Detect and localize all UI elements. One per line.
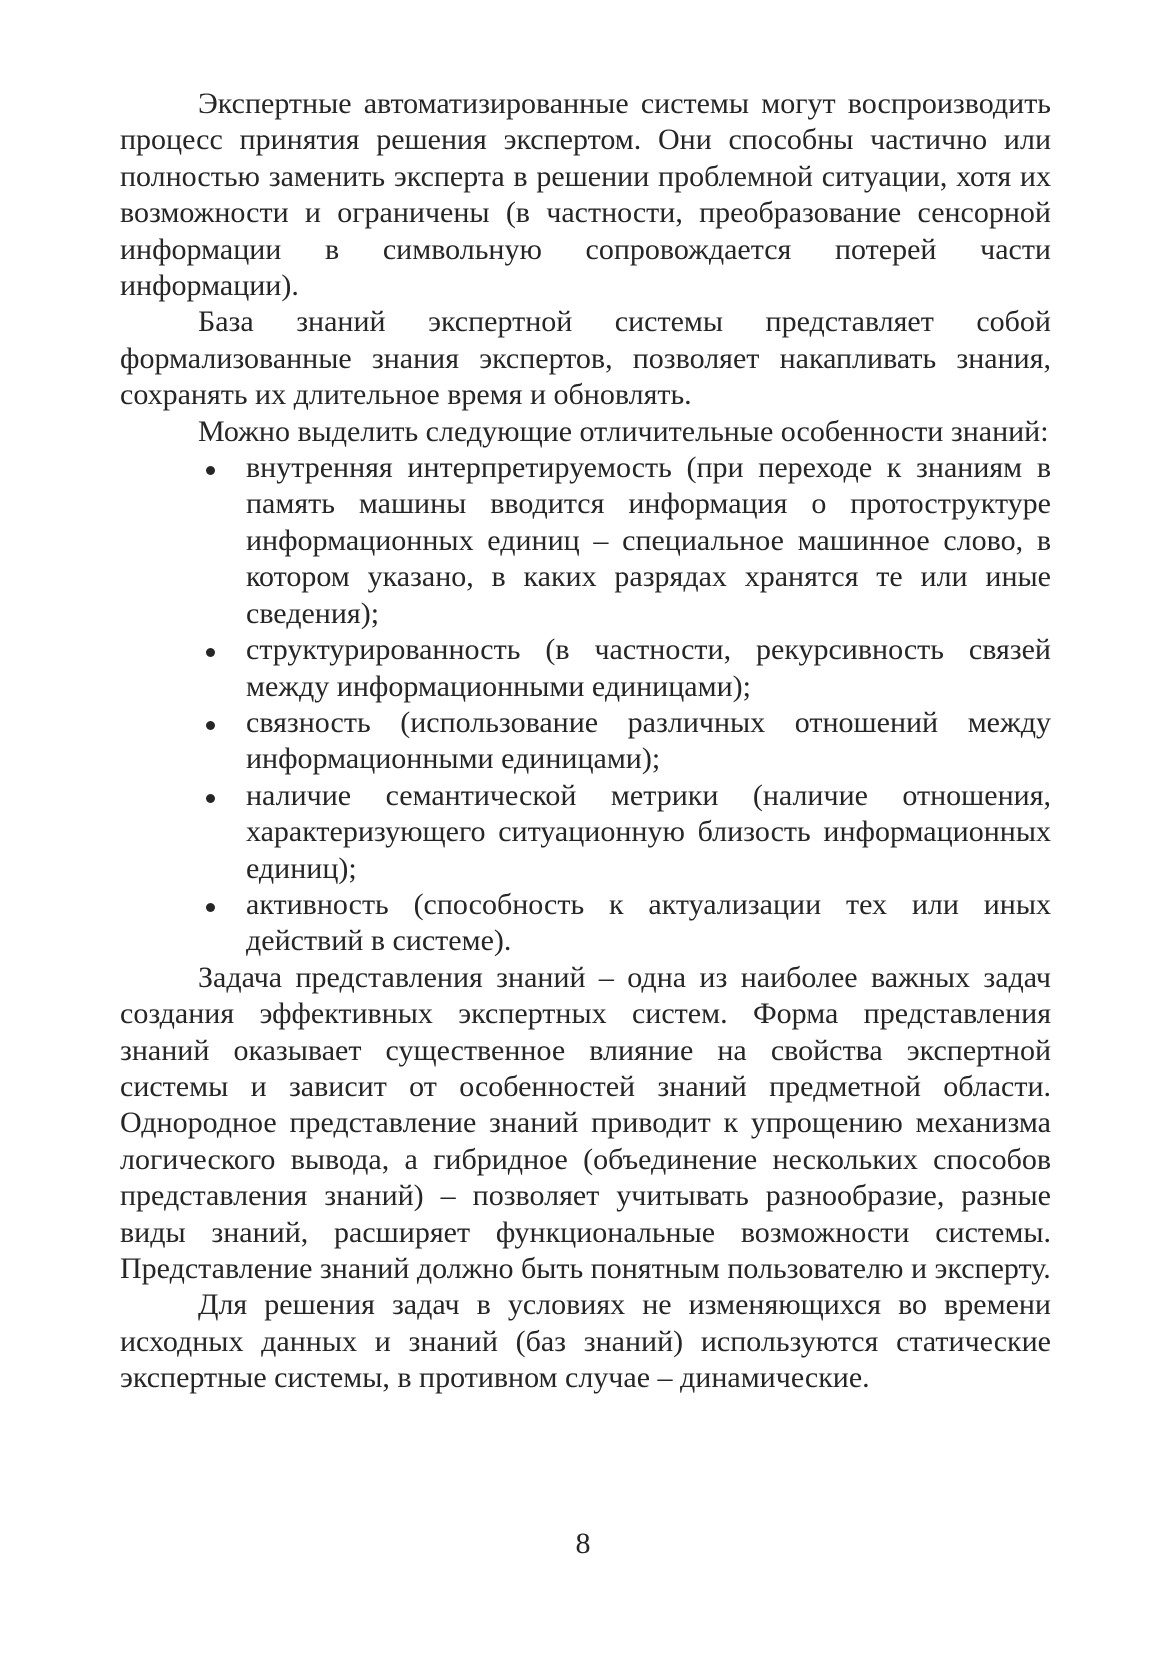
list-item-text: наличие семантической метрики (наличие отношения, характеризующего ситуационную близость информационных единиц); [246,778,1051,885]
knowledge-features-list [120,450,1051,960]
bullet-icon [206,466,215,475]
list-item [120,705,1051,778]
bullet-icon [206,903,215,912]
list-item-text: активность (способность к актуализации тех или иных действий в системе). [246,887,1051,958]
list-item [120,450,1051,632]
text-body [120,86,1051,1397]
list-item-text: связность (использование различных отношений между информационными единицами); [246,705,1051,776]
paragraph-static-dynamic-systems: Для решения задач в условиях не изменяющихся во времени исходных данных и знаний (баз знаний) используются статические экспертные системы, в противном случае – динамические. [120,1288,1051,1395]
list-item [120,887,1051,960]
bullet-icon [206,721,215,730]
list-item-text: внутренняя интерпретируемость (при переходе к знаниям в память машины вводится информация о протоструктуре информационных единиц – специальное машинное слово, в котором указано, в каких разрядах хранятся те или иные сведения); [246,451,1051,630]
paragraph-knowledge-features-intro: Можно выделить следующие отличительные особенности знаний: [198,414,1049,448]
paragraph-knowledge-representation: Задача представления знаний – одна из наиболее важных задач создания эффективных экспертных систем. Форма представления знаний оказывает существенное влияние на свойства экспертной системы и зависит от особенностей знаний предметной области. Однородное представление знаний приводит к упрощению механизма логического вывода, а гибридное (объединение нескольких способов представления знаний) – позволяет учитывать разнообразие, разные виды знаний, расширяет функциональные возможности системы. Представление знаний должно быть понятным пользователю и эксперту. [120,960,1051,1285]
list-item-text: структурированность (в частности, рекурсивность связей между информационными единицами); [246,633,1051,703]
page-number: 8 [575,1527,591,1560]
paragraph-expert-systems-intro: Экспертные автоматизированные системы могут воспроизводить процесс принятия решения экспертом. Они способны частично или полностью заменить эксперта в решении проблемной ситуации, хотя их возможности и ограничены (в частности, преобразование сенсорной информации в символьную сопровождается потерей части информации). [120,87,1051,303]
bullet-icon [206,794,215,803]
list-item [120,778,1051,887]
list-item [120,632,1051,705]
paragraph-knowledge-base: База знаний экспертной системы представляет собой формализованные знания экспертов, позволяет накапливать знания, сохранять их длительное время и обновлять. [120,305,1051,412]
bullet-icon [206,648,215,657]
